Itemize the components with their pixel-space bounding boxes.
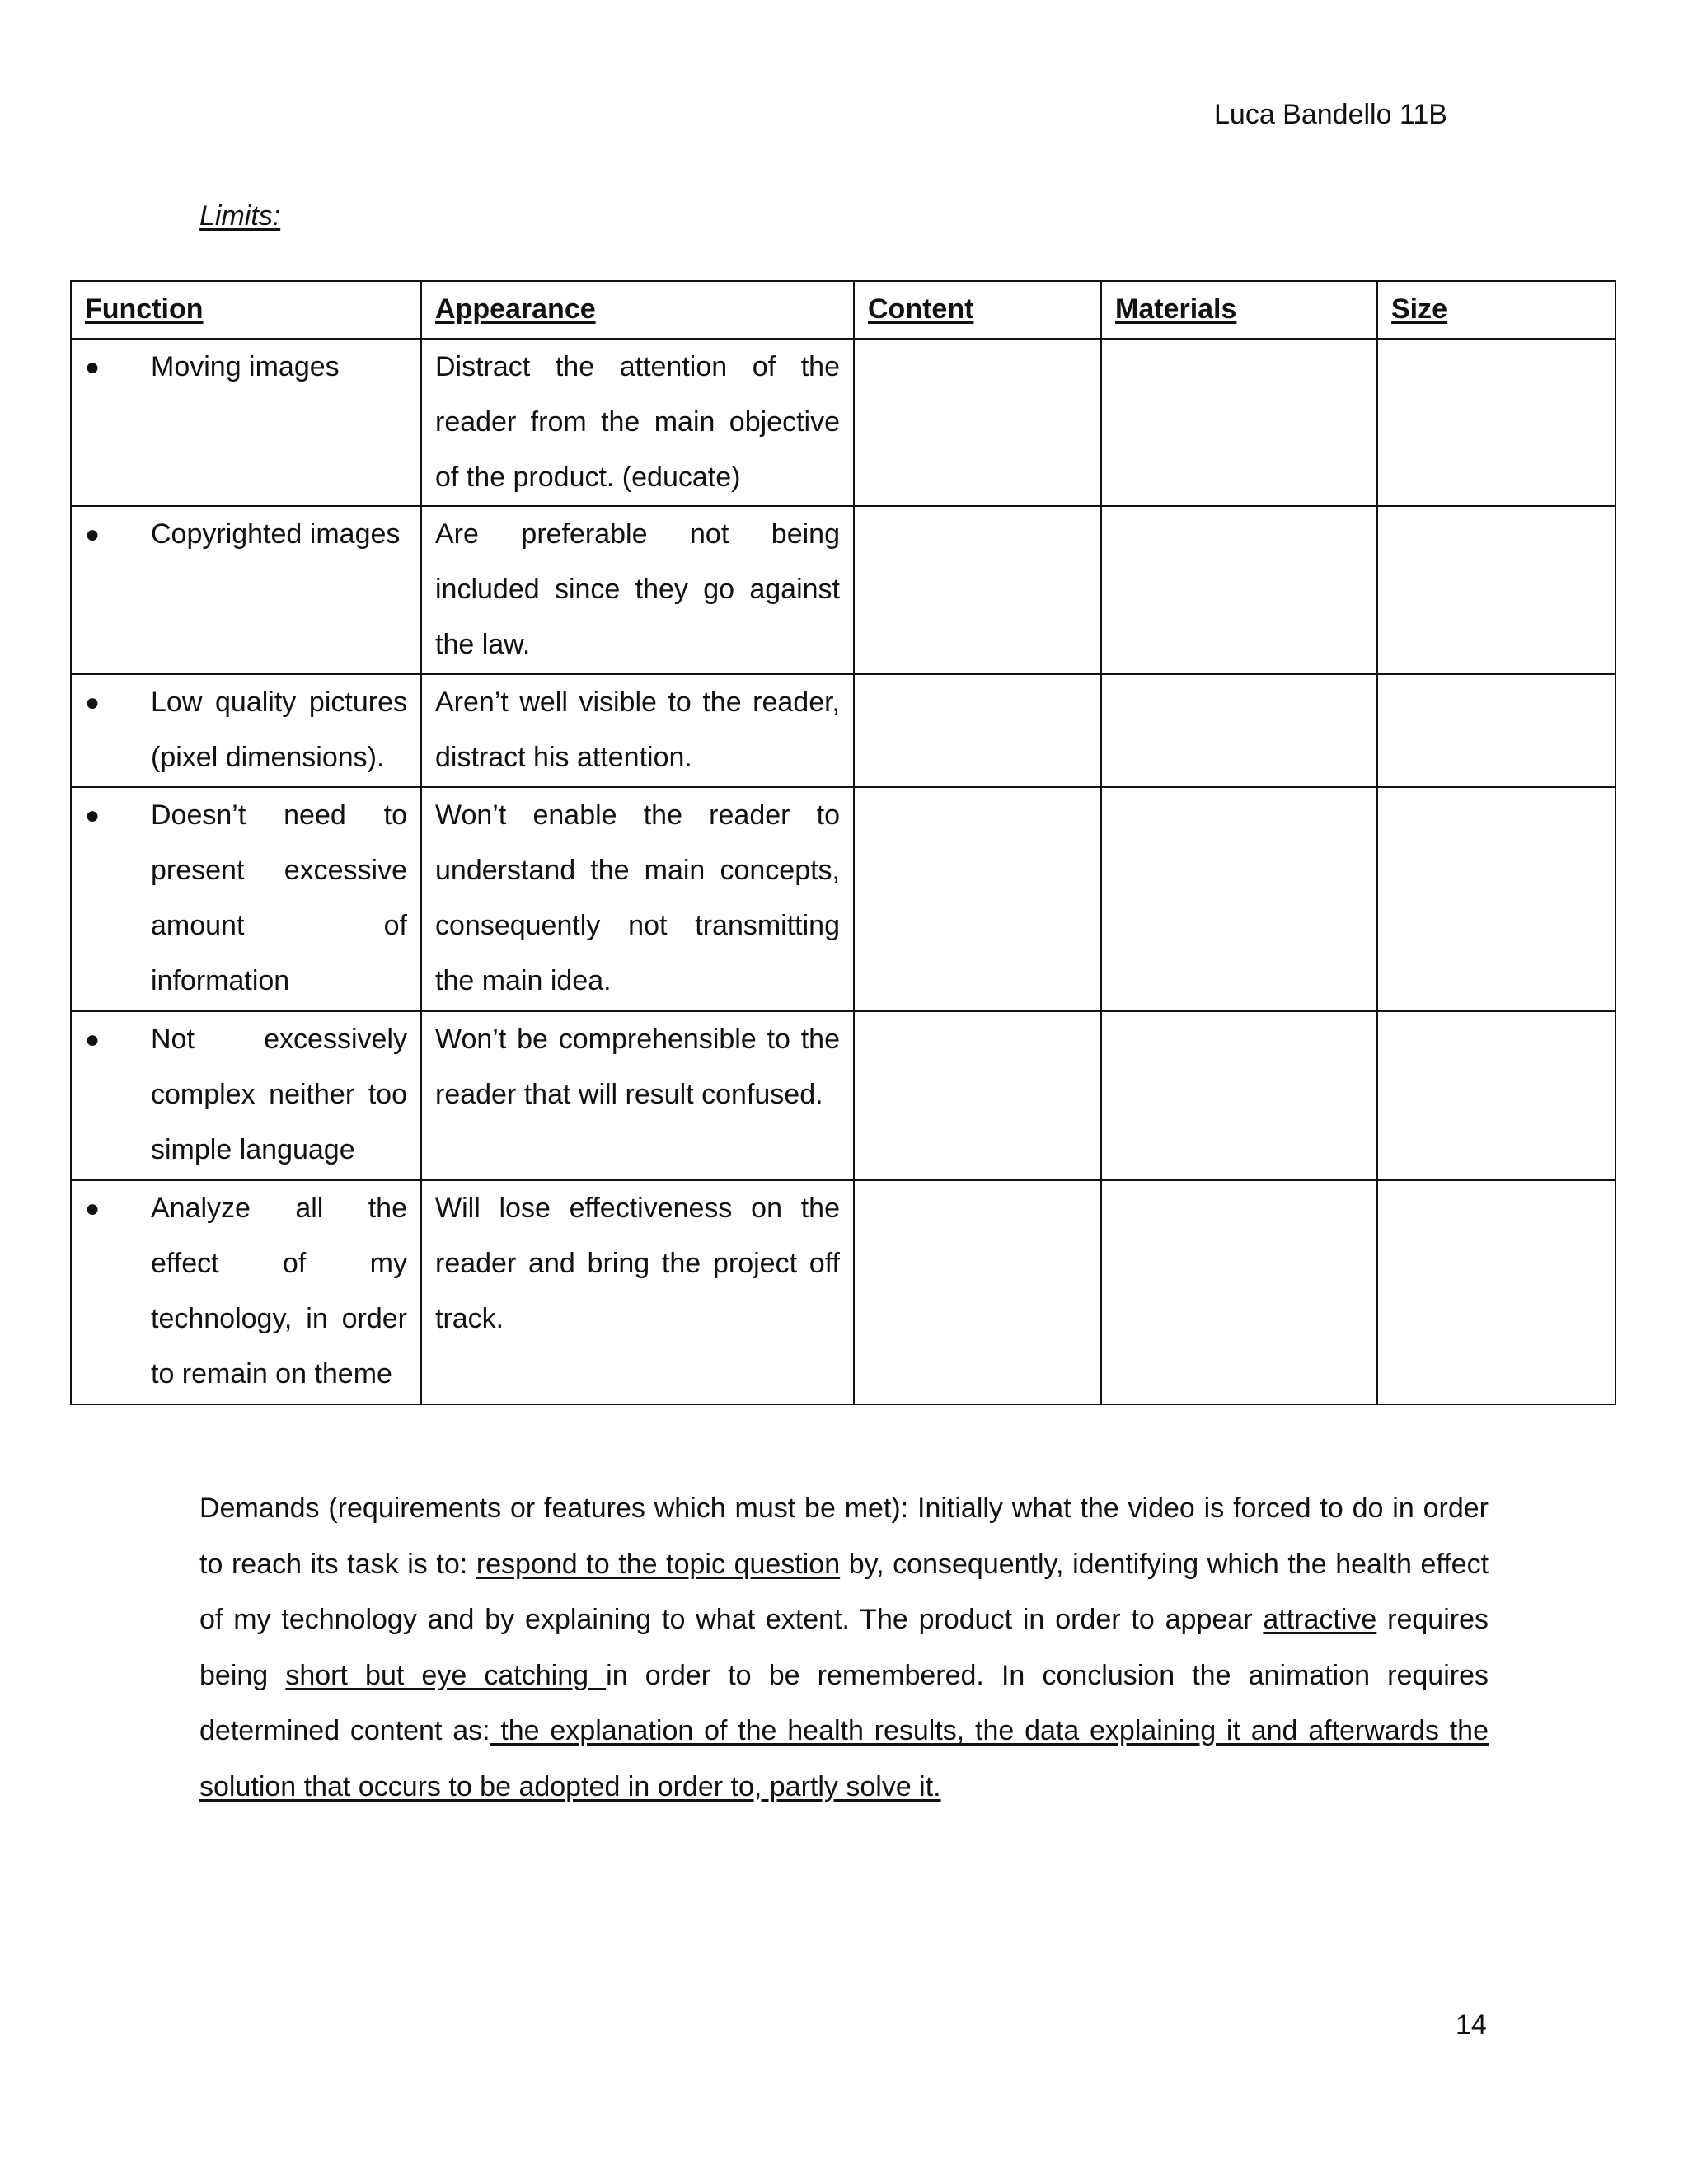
content-cell [854,674,1101,787]
table-row [71,1180,1615,1404]
materials-cell [1101,1180,1377,1404]
appearance-text: Distract the attention of the reader from the main objective of the product. (educate) [435,351,840,493]
content-cell [854,339,1101,506]
demands-text: by, consequently, identifying which the health effect of my technology and by explaining to what extent. The product in order to appear [199,1548,1489,1635]
function-cell [71,506,421,674]
content-cell [854,1180,1101,1404]
underlined-phrase: respond to the topic question [476,1548,841,1580]
table-row [71,339,1615,506]
size-cell [1377,339,1615,506]
table-row [71,674,1615,787]
appearance-text: Aren’t well visible to the reader, distract his attention. [435,687,840,773]
size-cell [1377,787,1615,1011]
function-text: Analyze all the effect of my technology, in order to remain on theme [151,1193,407,1390]
size-cell [1377,674,1615,787]
bullet-icon: ● [85,1026,101,1053]
column-header-materials: Materials [1101,281,1377,339]
function-cell [71,1180,421,1404]
size-cell [1377,1011,1615,1180]
function-text: Doesn’t need to present excessive amount of information [151,799,407,996]
content-cell [854,1011,1101,1180]
limits-table [70,280,1616,1405]
demands-text: Demands (requirements or features which must be met): Initially what the video is forced to do in order to reach its task is to: [199,1493,1489,1580]
function-text: Low quality pictures (pixel dimensions). [151,687,407,773]
bullet-icon: ● [85,521,101,548]
function-text: Moving images [151,351,340,382]
demands-text: in order to be remembered. In conclusion the animation requires determined content as: [199,1659,1489,1746]
appearance-text: Will lose effectiveness on the reader and bring the project off track. [435,1193,840,1334]
appearance-cell [421,674,854,787]
materials-cell [1101,1011,1377,1180]
appearance-cell [421,787,854,1011]
table-header-row [71,281,1615,339]
table-row [71,1011,1615,1180]
bullet-icon: ● [85,354,101,381]
table-row [71,787,1615,1011]
appearance-text: Won’t be comprehensible to the reader that will result confused. [435,1024,840,1110]
demands-paragraph [199,1481,1489,1815]
column-header-content: Content [854,281,1101,339]
content-cell [854,787,1101,1011]
function-text: Copyrighted images [151,518,401,550]
content-cell [854,506,1101,674]
column-header-appearance: Appearance [421,281,854,339]
appearance-text: Are preferable not being included since they go against the law. [435,518,840,660]
function-cell [71,1011,421,1180]
underlined-phrase: the explanation of the health results, the data explaining it and afterwards the solution that occurs to be adopted in order to, partly solve it. [199,1715,1489,1802]
page-number: 14 [1456,2009,1487,2041]
author-header: Luca Bandello 11B [1214,99,1447,130]
section-title-limits: Limits: [199,200,281,232]
column-header-size: Size [1377,281,1615,339]
size-cell [1377,1180,1615,1404]
table-row [71,506,1615,674]
appearance-cell [421,1180,854,1404]
bullet-icon: ● [85,802,101,829]
function-cell [71,674,421,787]
function-text: Not excessively complex neither too simple language [151,1024,407,1165]
function-cell [71,339,421,506]
underlined-phrase: attractive [1263,1604,1377,1635]
function-cell [71,787,421,1011]
materials-cell [1101,787,1377,1011]
bullet-icon: ● [85,1195,101,1222]
demands-text: requires being [199,1604,1489,1691]
appearance-cell [421,339,854,506]
column-header-function: Function [71,281,421,339]
materials-cell [1101,339,1377,506]
materials-cell [1101,674,1377,787]
underlined-phrase: short but eye catching [285,1659,607,1691]
bullet-icon: ● [85,689,101,716]
size-cell [1377,506,1615,674]
appearance-text: Won’t enable the reader to understand the main concepts, consequently not transmitting the main idea. [435,799,840,996]
appearance-cell [421,506,854,674]
materials-cell [1101,506,1377,674]
appearance-cell [421,1011,854,1180]
